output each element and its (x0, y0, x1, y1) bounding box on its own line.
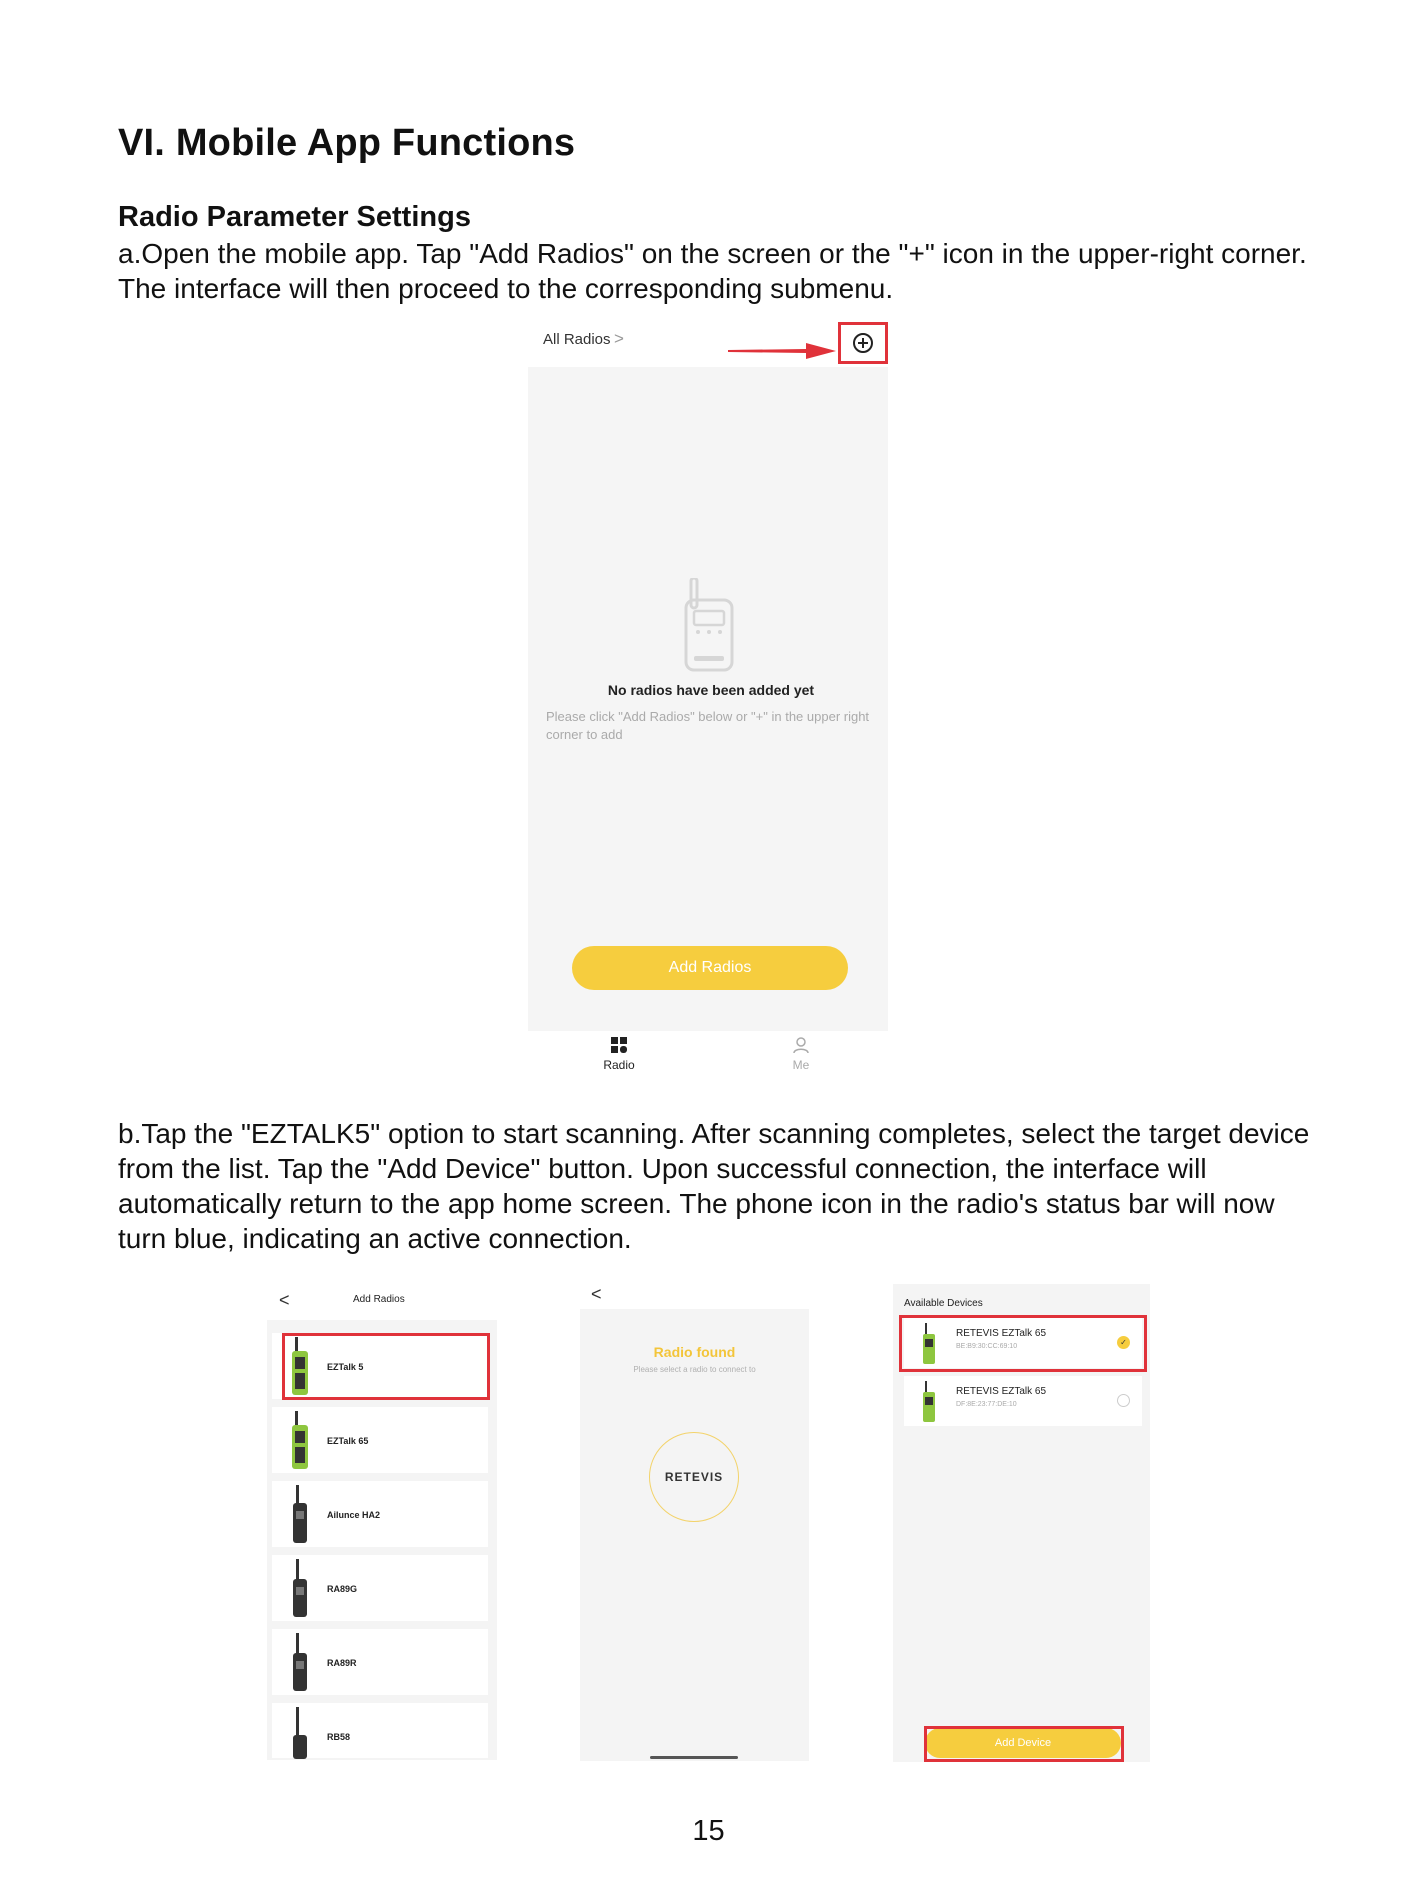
radio-found-bg (580, 1309, 809, 1761)
empty-state-title: No radios have been added yet (607, 682, 815, 698)
tab-me-label: Me (792, 1058, 810, 1072)
red-arrow-icon (726, 339, 838, 363)
back-icon[interactable]: < (591, 1284, 602, 1304)
paragraph-a: a.Open the mobile app. Tap "Add Radios" on the screen or the "+" icon in the upper-right corner. The interface will then proceed to the corresponding submenu. (118, 238, 1307, 304)
retevis-logo: RETEVIS (664, 1470, 724, 1484)
list-item-label: Ailunce HA2 (327, 1510, 381, 1520)
list-item-label: RB58 (327, 1732, 351, 1742)
home-indicator (650, 1756, 738, 1759)
retevis-logo-ring (649, 1432, 739, 1522)
list-item[interactable] (272, 1481, 488, 1547)
device-mac: DF:8E:23:77:DE:10 (956, 1401, 1017, 1408)
selection-highlight (899, 1315, 1147, 1372)
available-devices-title: Available Devices (904, 1298, 983, 1309)
device-name: RETEVIS EZTalk 65 (956, 1328, 1047, 1339)
radio-list-empty-area (528, 367, 888, 1031)
list-item-label: RA89R (327, 1658, 357, 1668)
list-item[interactable] (272, 1407, 488, 1473)
tab-radio-label: Radio (603, 1058, 635, 1072)
walkie-talkie-icon (684, 578, 734, 672)
radio-black-icon (290, 1559, 310, 1619)
device-mac: BE:B9:30:CC:69:10 (956, 1343, 1018, 1350)
section-heading: VI. Mobile App Functions (118, 122, 576, 164)
add-radios-title: Add Radios (353, 1294, 405, 1305)
device-row[interactable] (904, 1376, 1142, 1426)
radio-black-icon (290, 1707, 310, 1759)
radio-found-title: Radio found (653, 1344, 736, 1360)
radio-green-icon (290, 1411, 310, 1471)
subsection-heading: Radio Parameter Settings (118, 201, 471, 233)
list-item-label: RA89G (327, 1584, 358, 1594)
check-circle-icon[interactable]: ✓ (1117, 1336, 1130, 1349)
paragraph-b: b.Tap the "EZTALK5" option to start scanning. After scanning completes, select the target device from the list. Tap the "Add Device" button. Upon successful connection, the interface will automatically return to the app home screen. The phone icon in the radio's status bar will now turn blue, indicating an active connection. (118, 1118, 1310, 1254)
radio-black-icon (290, 1485, 310, 1545)
radio-found-subtitle: Please select a radio to connect to (633, 1365, 756, 1374)
tab-me[interactable] (771, 1037, 831, 1072)
chevron-right-icon[interactable]: > (614, 329, 624, 348)
all-radios-title[interactable]: All Radios (543, 331, 611, 348)
plus-circle-icon[interactable] (852, 332, 874, 354)
button-highlight (924, 1726, 1124, 1762)
grid-icon (611, 1037, 627, 1053)
list-item[interactable] (272, 1703, 488, 1758)
back-icon[interactable]: < (279, 1290, 290, 1310)
selection-highlight (282, 1333, 490, 1400)
page-number: 15 (692, 1815, 725, 1847)
person-icon (793, 1037, 809, 1053)
list-item-label: EZTalk 65 (327, 1436, 369, 1446)
list-item[interactable] (272, 1555, 488, 1621)
add-device-button[interactable]: Add Device (925, 1728, 1121, 1758)
add-radio-highlight (838, 322, 888, 364)
radio-green-icon (922, 1381, 936, 1423)
tab-radio[interactable] (589, 1037, 649, 1072)
empty-state-subtitle: Please click "Add Radios" below or "+" in the upper right corner to add (546, 709, 870, 742)
device-name: RETEVIS EZTalk 65 (956, 1386, 1047, 1397)
add-radios-button[interactable]: Add Radios (572, 946, 848, 990)
list-item[interactable] (272, 1629, 488, 1695)
list-item-label: EZTalk 5 (327, 1362, 364, 1372)
radio-black-icon (290, 1633, 310, 1693)
radio-circle-icon[interactable] (1117, 1394, 1130, 1407)
